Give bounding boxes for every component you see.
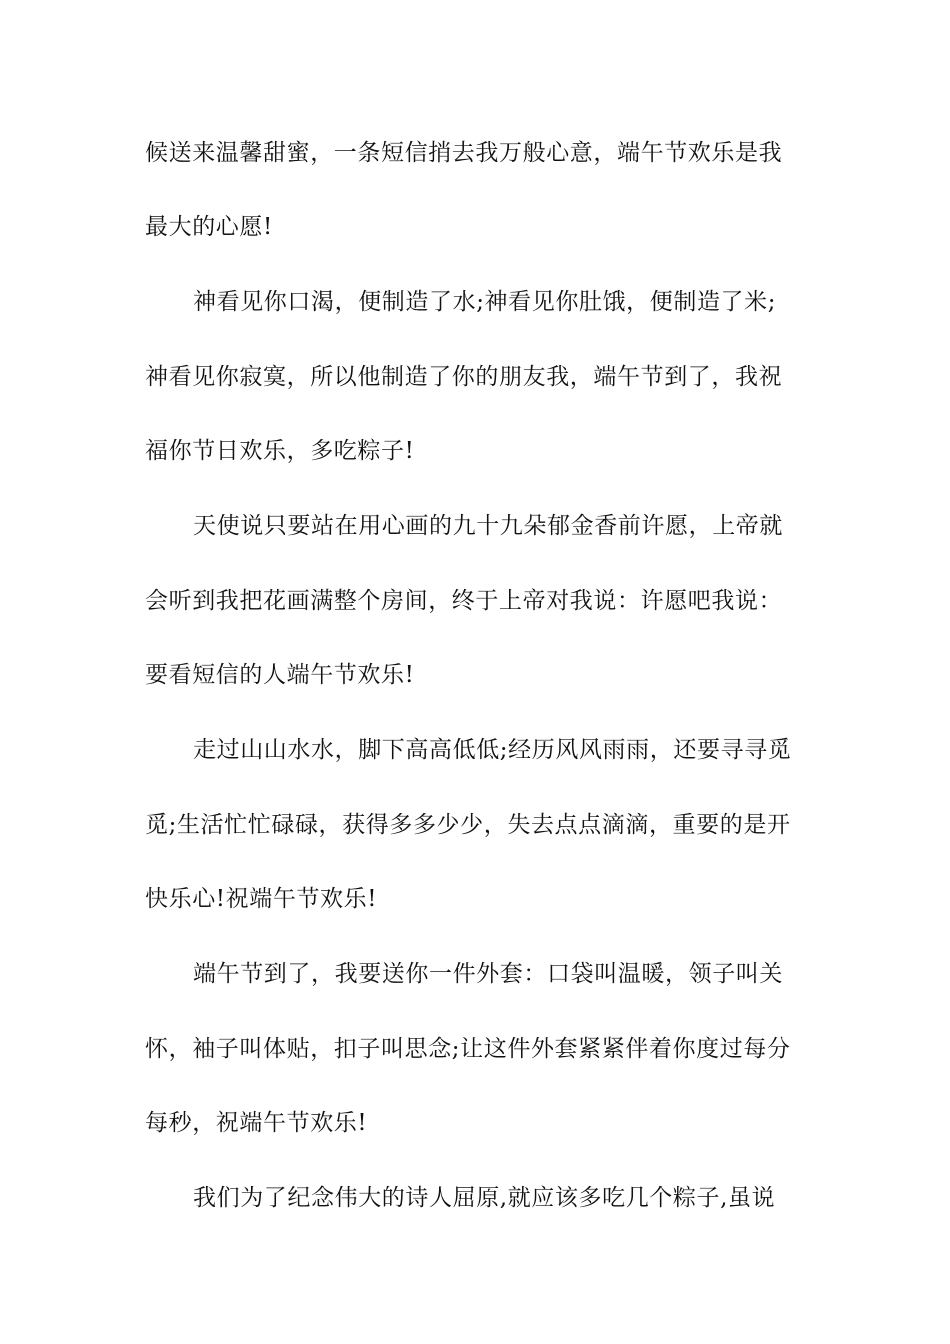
paragraph-line-9: 走过山山水水，脚下高高低低;经历风风雨雨，还要寻寻觅 [193, 737, 792, 763]
text-line-1: 候送来温馨甜蜜，一条短信捎去我万般心意，端午节欢乐是我 [145, 140, 783, 166]
text-line-11: 快乐心!祝端午节欢乐! [145, 886, 378, 912]
text-line-8: 要看短信的人端午节欢乐! [145, 662, 415, 688]
paragraph-line-15: 我们为了纪念伟大的诗人屈原,就应该多吃几个粽子,虽说 [193, 1185, 776, 1211]
text-line-10: 觅;生活忙忙碌碌，获得多多少少，失去点点滴滴，重要的是开 [145, 812, 791, 838]
text-line-2: 最大的心愿! [145, 214, 273, 240]
text-line-4: 神看见你寂寞，所以他制造了你的朋友我，端午节到了，我祝 [145, 364, 783, 390]
paragraph-line-3: 神看见你口渴，便制造了水;神看见你肚饿，便制造了米; [193, 289, 777, 315]
text-line-14: 每秒，祝端午节欢乐! [145, 1110, 368, 1136]
text-line-13: 怀，袖子叫体贴，扣子叫思念;让这件外套紧紧伴着你度过每分 [145, 1036, 791, 1062]
paragraph-line-6: 天使说只要站在用心画的九十九朵郁金香前许愿，上帝就 [193, 513, 783, 539]
text-line-7: 会听到我把花画满整个房间，终于上帝对我说：许愿吧我说： [145, 588, 783, 614]
text-line-5: 福你节日欢乐，多吃粽子! [145, 438, 415, 464]
paragraph-line-12: 端午节到了，我要送你一件外套：口袋叫温暖，领子叫关 [193, 961, 783, 987]
